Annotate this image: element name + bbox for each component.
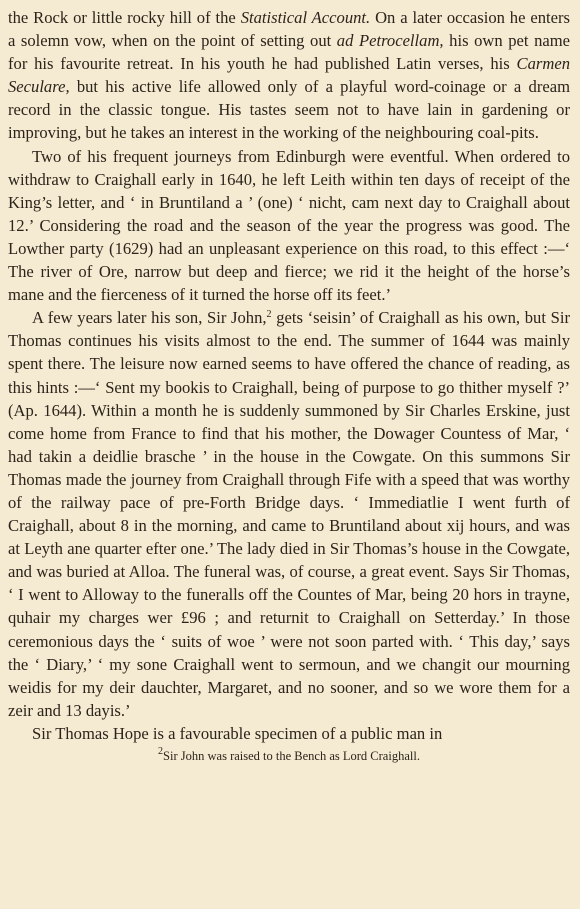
text-run: his own pet name for his favourite retreat. In his youth he had published Latin verses, his: [8, 31, 571, 74]
paragraph: [8, 145, 570, 307]
paragraph: [8, 722, 570, 745]
text-run: the Rock or little rocky hill of the: [8, 8, 241, 27]
paragraph: [8, 306, 570, 722]
footnote-text: Sir John was raised to the Bench as Lord Craighall.: [163, 749, 420, 763]
footnote-reference: 2: [266, 309, 272, 321]
book-page: [8, 6, 570, 764]
text-run: Sir Thomas Hope is a favourable specimen of a public man in: [32, 723, 443, 743]
text-run: but his active life allowed only of a playful word-coinage or a dream record in the classic tongue. His tastes seem not to have lain in gardening or improving, but he takes an interest in the working of the neighbouring coal-pits.: [8, 77, 570, 143]
text-run: gets ‘seisin’ of Craighall as his own, but Sir Thomas continues his visits almost to the end. The summer of 1644 was mainly spent there. The leisure now earned seems to have offered the chance of reading, as this hints :—‘ Sent my bookis to Craighall, being of purpose to go thither myself ?’ (Ap. 1644). Within a month he is suddenly summoned by Sir Charles Erskine, just come home from France to find that his mother, the Dowager Countess of Mar, ‘ had takin a deidlie brasche ’ in the house in the Cowgate. On this summons Sir Thomas made the journey from Craighall through Fife with a speed that was worthy of the railway pace of pre-Forth Bridge days. ‘ Immediatlie I went furth of Craighall, about 8 in the morning, and came to Bruntiland about xij hours, and was at Leyth ane quarter efter one.’ The lady died in Sir Thomas’s house in the Cowgate, and was buried at Alloa. The funeral was, of course, a great event. Says Sir Thomas, ‘ I went to Alloway to the funeralls off the Countes of Mar, being 20 hors in trayne, quhair my charges wer £96 ; and returnit to Craighall on Setterday.’ In those ceremonious days the ‘ suits of woe ’ were not soon parted with. ‘ This day,’ says the ‘ Diary,’ ‘ my sone Craighall went to sermoun, and we changit our mourning weidis for my deir dauchter, Margaret, and no sooner, and so we wore them for a zeir and 13 dayis.’: [8, 308, 570, 720]
footnote: [8, 748, 570, 764]
footnote-marker: 2: [158, 746, 164, 757]
text-run: A few years later his son, Sir John,: [32, 308, 267, 328]
italic-text: ad Petrocellam,: [336, 31, 444, 51]
italic-text: Statistical Account.: [240, 8, 371, 27]
text-run: On a later occasion he enters a solemn vow, when on the point of setting out: [8, 8, 570, 51]
paragraph: [8, 6, 570, 145]
italic-text: Carmen Seculare,: [8, 54, 570, 97]
body-text: [8, 6, 570, 745]
text-run: Two of his frequent journeys from Edinburgh were eventful. When ordered to withdraw to Craighall early in 1640, he left Leith within ten days of receipt of the King’s letter, and ‘ in Bruntiland a ’ (one) ‘ nicht, cam next day to Craighall about 12.’ Considering the road and the season of the year the progress was good. The Lowther party (1629) had an unpleasant experience on this road, to this effect :—‘ The river of Ore, narrow but deep and fierce; we rid it the height of the horse’s mane and the fierceness of it turned the horse off its feet.’: [8, 146, 570, 305]
